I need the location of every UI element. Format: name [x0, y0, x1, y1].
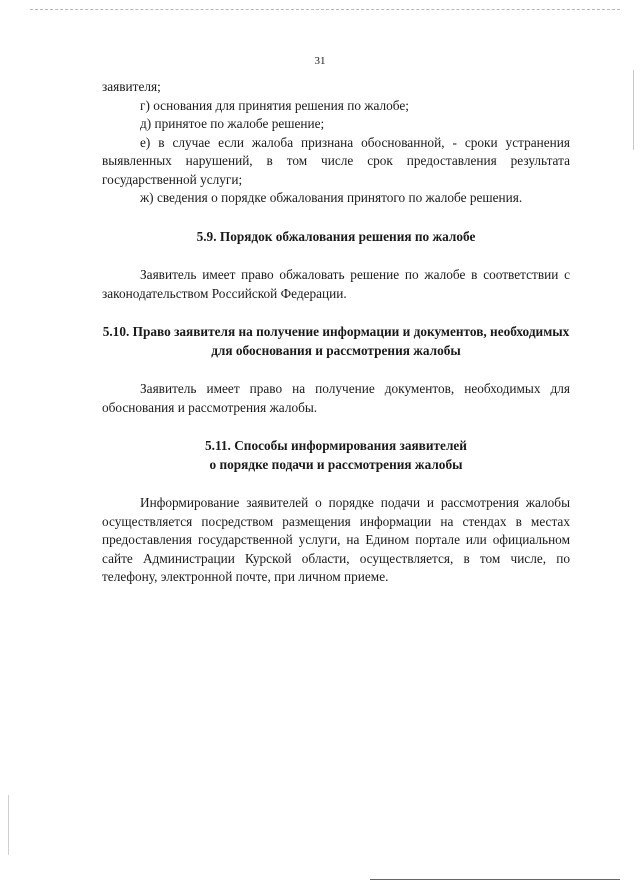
continuation-line: заявителя;: [102, 79, 161, 94]
section-body-5-9: Заявитель имеет право обжаловать решение по жалобе в соответствии с законодательством Российской Федерации.: [102, 267, 570, 301]
section-body-5-10: Заявитель имеет право на получение документов, необходимых для обоснования и рассмотрения жалобы.: [102, 381, 570, 415]
section-body-5-11: Информирование заявителей о порядке подачи и рассмотрения жалобы осуществляется посредством размещения информации на стендах в местах предоставления государственной услуги, на Едином портале или официальном сайте Администрации Курской области, осуществляется, в том числе, по телефону, электронной почте, при личном приеме.: [102, 495, 570, 584]
scan-edge-bottom: [370, 879, 620, 880]
document-body: [102, 78, 570, 587]
scan-edge-left: [8, 795, 9, 855]
scan-edge-top: [30, 9, 620, 10]
section-heading-5-10: 5.10. Право заявителя на получение информации и документов, необходимых для обоснования и рассмотрения жалобы: [102, 324, 570, 358]
section-heading-5-11-line1: 5.11. Способы информирования заявителей: [205, 438, 467, 453]
section-heading-5-11-line2: о порядке подачи и рассмотрения жалобы: [209, 456, 463, 472]
section-heading-5-9: 5.9. Порядок обжалования решения по жалобе: [196, 228, 476, 244]
section-heading-5-11: [102, 437, 570, 474]
list-item-e: е) в случае если жалоба признана обоснованной, - сроки устранения выявленных нарушений, в том числе срок предоставления результата государственной услуги;: [102, 134, 570, 187]
list-item-d: д) принятое по жалобе решение;: [140, 116, 325, 131]
scan-edge-right: [633, 70, 634, 150]
list-item-g: г) основания для принятия решения по жалобе;: [140, 97, 409, 113]
page-number: 31: [314, 55, 326, 67]
list-item-zh: ж) сведения о порядке обжалования принятого по жалобе решения.: [140, 190, 523, 205]
